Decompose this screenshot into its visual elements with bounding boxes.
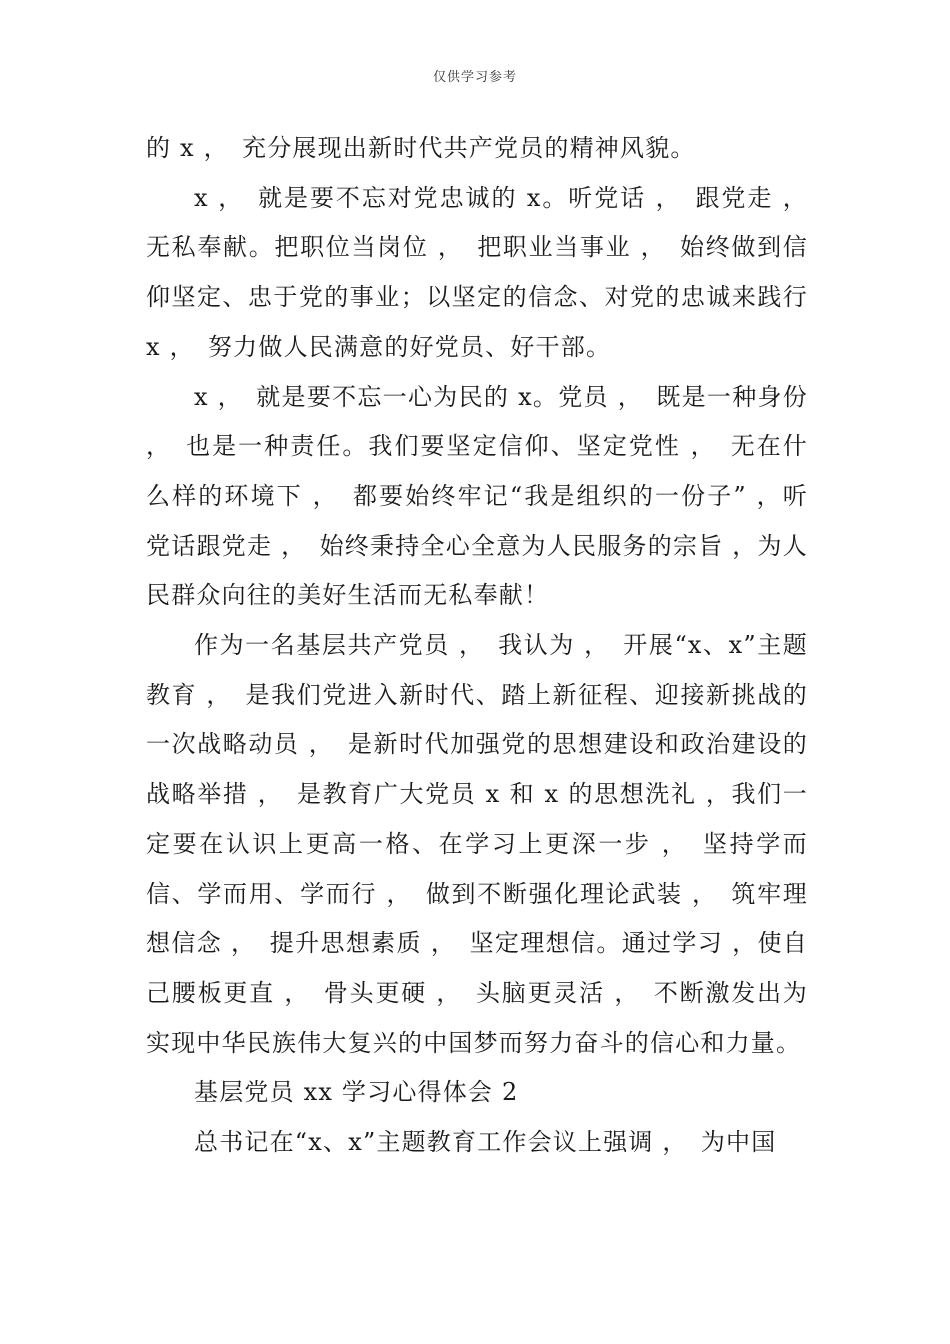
page-header: 仅供学习参考 bbox=[432, 70, 517, 85]
section-title: 基层党员 xx 学习心得体会 2 bbox=[194, 1078, 519, 1107]
paragraph: 作为一名基层共产党员 ， 我认为 ， 开展“x、x”主题教育 ， 是我们党进入新时代、踏上新征程、迎接新挑战的一次战略动员 ， 是新时代加强党的思想建设和政治建设的战略举措 ， 是教育广大党员 x 和 x 的思想洗礼 ，我们一定要在认识上更高一格、在学习上更深一步 ， 坚持学而信、学而用、学而行 ， 做到不断强化理论武装 ， 筑牢理想信念 ， 提升思想素质 ， 坚定理想信。通过学习 ，使自己腰板更直 ， 骨头更硬 ， 头脑更灵活 ， 不断激发出为实现中华民族伟大复兴的中国梦而努力奋斗的信心和力量。 bbox=[146, 631, 808, 1057]
paragraph: x ， 就是要不忘一心为民的 x。党员 ， 既是一种身份 ， 也是一种责任。我们要坚定信仰、坚定党性 ， 无在什么样的环境下 ， 都要始终牢记“我是组织的一份子” ，听党话跟党走 ， 始终秉持全心全意为人民服务的宗旨 ，为人民群众向往的美好生活而无私奉献！ bbox=[146, 382, 808, 610]
paragraph: 总书记在“x、x”主题教育工作会议上强调 ， 为中国 bbox=[194, 1128, 777, 1157]
document-body bbox=[146, 124, 808, 1168]
paragraph-continued: 的 x ， 充分展现出新时代共产党员的精神风貌。 bbox=[146, 134, 696, 162]
paragraph: x ， 就是要不忘对党忠诚的 x。听党话 ， 跟党走 ，无私奉献。把职位当岗位 ， 把职业当事业 ， 始终做到信仰坚定、忠于党的事业；以坚定的信念、对党的忠诚来践行 x ， 努力做人民满意的好党员、好干部。 bbox=[146, 183, 808, 361]
